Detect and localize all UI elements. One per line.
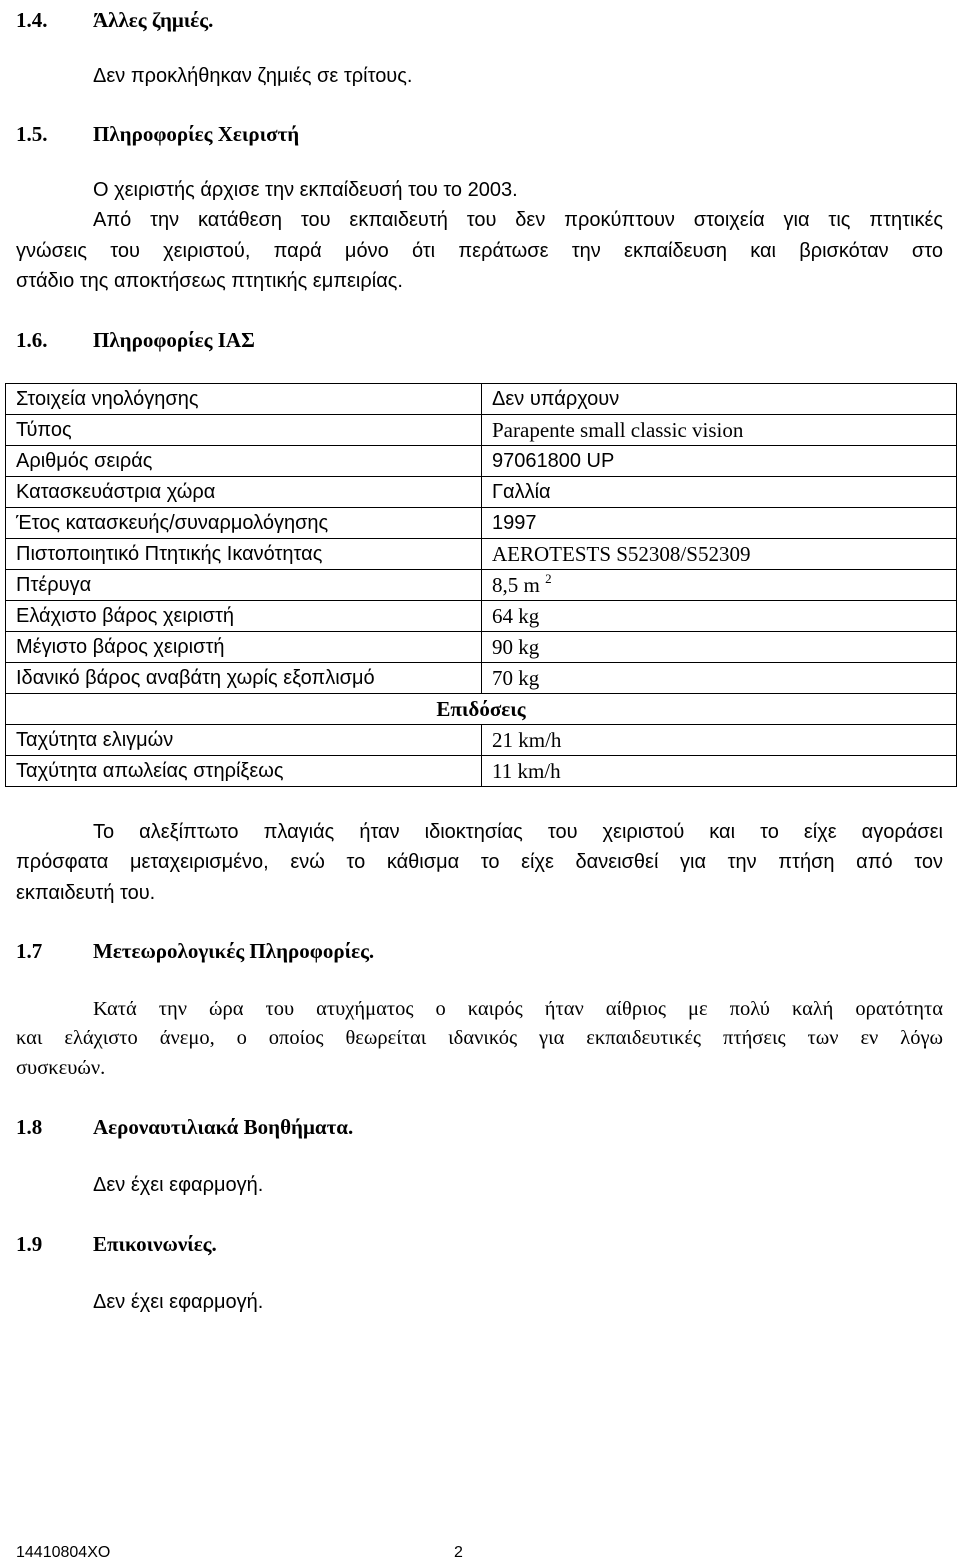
row-value: 11 km/h: [482, 756, 957, 787]
row-value: 70 kg: [482, 663, 957, 694]
section-title: Πληροφορίες ΙΑΣ: [93, 328, 255, 352]
ownership-line: Το αλεξίπτωτο πλαγιάς ήταν ιδιοκτησίας του χειριστού και το είχε αγοράσει: [93, 821, 943, 843]
row-value: 21 km/h: [482, 725, 957, 756]
row-label: Στοιχεία νηολόγησης: [6, 384, 482, 415]
section-number: 1.9: [16, 1232, 43, 1256]
section-number: 1.4.: [16, 8, 48, 32]
row-value: 1997: [482, 508, 957, 539]
weather-line: συσκευών.: [16, 1057, 106, 1079]
section-1-8-text: Δεν έχει εφαρμογή.: [93, 1174, 264, 1196]
row-label: Αριθμός σειράς: [6, 446, 482, 477]
row-label: Πτέρυγα: [6, 570, 482, 601]
section-title: Άλλες ζημιές.: [93, 8, 214, 32]
pilot-info-line: Από την κατάθεση του εκπαιδευτή του δεν προκύπτουν στοιχεία για τις πτητικές: [93, 209, 943, 231]
ownership-line: πρόσφατα μεταχειρισμένο, ενώ το κάθισμα το είχε δανεισθεί για την πτήση από τον: [16, 851, 943, 873]
ownership-line: εκπαιδευτή του.: [16, 882, 156, 904]
table-row: [6, 384, 957, 415]
row-value: Γαλλία: [482, 477, 957, 508]
section-title: Αεροναυτιλιακά Βοηθήματα.: [93, 1115, 354, 1139]
row-value: 90 kg: [482, 632, 957, 663]
row-label: Ταχύτητα ελιγμών: [6, 725, 482, 756]
table-row: [6, 446, 957, 477]
row-value: 64 kg: [482, 601, 957, 632]
section-1-4-heading: [16, 8, 213, 32]
row-value: 97061800 UP: [482, 446, 957, 477]
row-label: Κατασκευάστρια χώρα: [6, 477, 482, 508]
row-value: Δεν υπάρχουν: [482, 384, 957, 415]
row-label: Μέγιστο βάρος χειριστή: [6, 632, 482, 663]
section-title: Επικοινωνίες.: [93, 1232, 217, 1256]
table-row: [6, 663, 957, 694]
section-number: 1.7: [16, 939, 43, 963]
section-1-9-heading: [16, 1232, 217, 1256]
row-label: Έτος κατασκευής/συναρμολόγησης: [6, 508, 482, 539]
row-label: Τύπος: [6, 415, 482, 446]
table-row: [6, 632, 957, 663]
section-1-5-heading: [16, 122, 299, 146]
weather-line: και ελάχιστο άνεμο, ο οποίος θεωρείται ιδανικός για εκπαιδευτικές πτήσεις των εν λόγω: [16, 1027, 943, 1049]
pilot-info-line: στάδιο της αποκτήσεως πτητικής εμπειρίας.: [16, 270, 403, 292]
table-row: [6, 477, 957, 508]
table-row: [6, 570, 957, 601]
row-label: Ιδανικό βάρος αναβάτη χωρίς εξοπλισμό: [6, 663, 482, 694]
aircraft-info-table: [5, 383, 957, 787]
table-row: [6, 756, 957, 787]
section-1-9-text: Δεν έχει εφαρμογή.: [93, 1291, 264, 1313]
unit-superscript: 2: [545, 571, 552, 586]
row-label: Ταχύτητα απωλείας στηρίξεως: [6, 756, 482, 787]
pilot-info-paragraph-1: Ο χειριστής άρχισε την εκπαίδευσή του το 2003.: [93, 179, 518, 201]
table-row: [6, 415, 957, 446]
section-1-4-text: Δεν προκλήθηκαν ζημιές σε τρίτους.: [93, 65, 413, 87]
table-row: [6, 725, 957, 756]
section-number: 1.5.: [16, 122, 48, 146]
table-row: [6, 539, 957, 570]
section-title: Μετεωρολογικές Πληροφορίες.: [93, 939, 375, 963]
row-value: AEROTESTS S52308/S52309: [482, 539, 957, 570]
document-code: 14410804XO: [16, 1544, 111, 1561]
performance-header: Επιδόσεις: [6, 694, 957, 725]
table-row: [6, 508, 957, 539]
table-row: [6, 601, 957, 632]
table-section-header: [6, 694, 957, 725]
wing-area-value: 8,5 m: [492, 573, 540, 597]
row-value: Parapente small classic vision: [482, 415, 957, 446]
page-number: 2: [454, 1544, 463, 1561]
row-label: Πιστοποιητικό Πτητικής Ικανότητας: [6, 539, 482, 570]
section-1-6-heading: [16, 328, 255, 352]
section-title: Πληροφορίες Χειριστή: [93, 122, 300, 146]
row-value: [482, 570, 957, 601]
pilot-info-line: γνώσεις του χειριστού, παρά μόνο ότι περάτωσε την εκπαίδευση και βρισκόταν στο: [16, 240, 943, 262]
section-1-7-heading: [16, 939, 374, 963]
section-number: 1.8: [16, 1115, 43, 1139]
section-number: 1.6.: [16, 328, 48, 352]
section-1-8-heading: [16, 1115, 353, 1139]
row-label: Ελάχιστο βάρος χειριστή: [6, 601, 482, 632]
weather-line: Κατά την ώρα του ατυχήματος ο καιρός ήταν αίθριος με πολύ καλή ορατότητα: [93, 998, 943, 1020]
